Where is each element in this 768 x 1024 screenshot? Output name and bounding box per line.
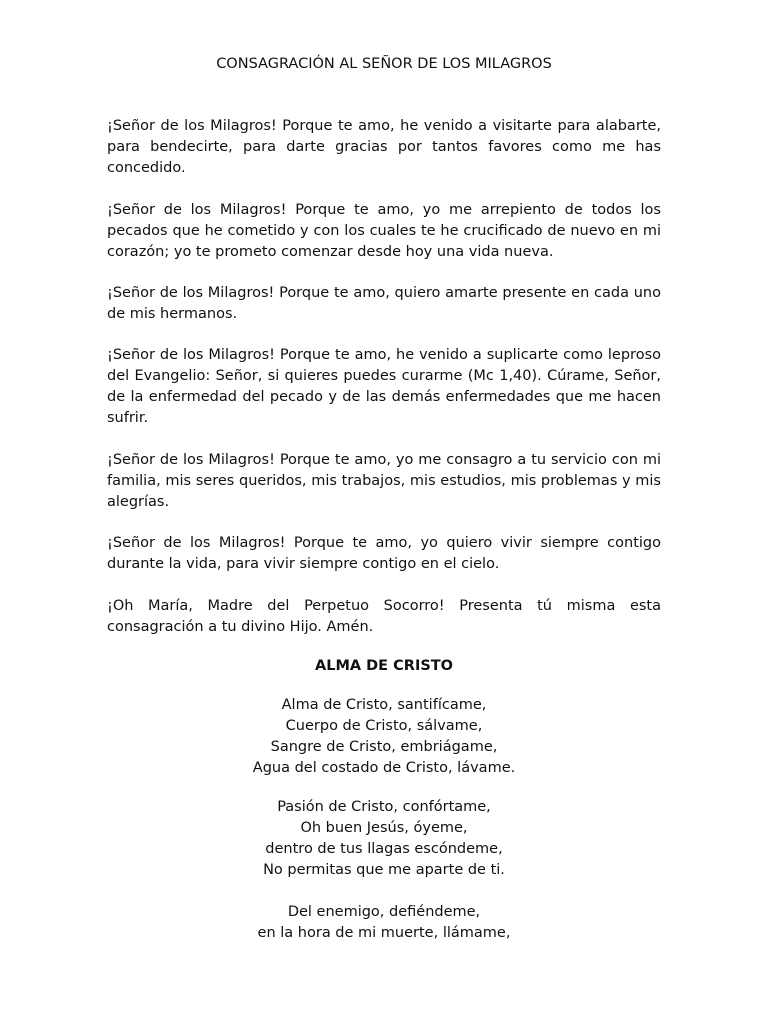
prayer-stanza-3	[107, 902, 661, 944]
prayer-line: Sangre de Cristo, embriágame,	[270, 739, 498, 755]
paragraph-6: ¡Señor de los Milagros! Porque te amo, yo quiero vivir siempre contigo durante la vida, para vivir siempre contigo en el cielo.	[107, 535, 661, 572]
paragraph-5: ¡Señor de los Milagros! Porque te amo, yo me consagro a tu servicio con mi familia, mis seres queridos, mis trabajos, mis estudios, mis problemas y mis alegrías.	[107, 452, 661, 510]
prayer-line: dentro de tus llagas escóndeme,	[265, 841, 503, 857]
prayer-line: Cuerpo de Cristo, sálvame,	[285, 718, 483, 734]
prayer-line: Pasión de Cristo, confórtame,	[277, 799, 491, 815]
paragraph-7: ¡Oh María, Madre del Perpetuo Socorro! Presenta tú misma esta consagración a tu divino Hijo. Amén.	[107, 598, 661, 635]
paragraph-2: ¡Señor de los Milagros! Porque te amo, yo me arrepiento de todos los pecados que he cometido y con los cuales te he crucificado de nuevo en mi corazón; yo te prometo comenzar desde hoy una vida nueva.	[107, 202, 661, 260]
document-title: CONSAGRACIÓN AL SEÑOR DE LOS MILAGROS	[216, 56, 552, 72]
paragraph-1: ¡Señor de los Milagros! Porque te amo, he venido a visitarte para alabarte, para bendecirte, para darte gracias por tantos favores como me has concedido.	[107, 118, 661, 176]
prayer-line: Oh buen Jesús, óyeme,	[300, 820, 468, 836]
prayer-line: Agua del costado de Cristo, lávame.	[252, 760, 516, 776]
prayer-stanza-2	[107, 797, 661, 881]
prayer-line: Alma de Cristo, santifícame,	[281, 697, 487, 713]
prayer-stanza-1	[107, 695, 661, 779]
paragraph-4: ¡Señor de los Milagros! Porque te amo, he venido a suplicarte como leproso del Evangelio: Señor, si quieres puedes curarme (Mc 1,40). Cúrame, Señor, de la enfermedad del pecado y de las demás enfermedades que me hacen sufrir.	[107, 347, 661, 426]
prayer-line: No permitas que me aparte de ti.	[263, 862, 505, 878]
paragraph-3: ¡Señor de los Milagros! Porque te amo, quiero amarte presente en cada uno de mis hermanos.	[107, 285, 661, 322]
prayer-line: en la hora de mi muerte, llámame,	[257, 925, 511, 941]
prayer-line: Del enemigo, defiéndeme,	[287, 904, 481, 920]
prayer-heading: ALMA DE CRISTO	[314, 658, 453, 674]
